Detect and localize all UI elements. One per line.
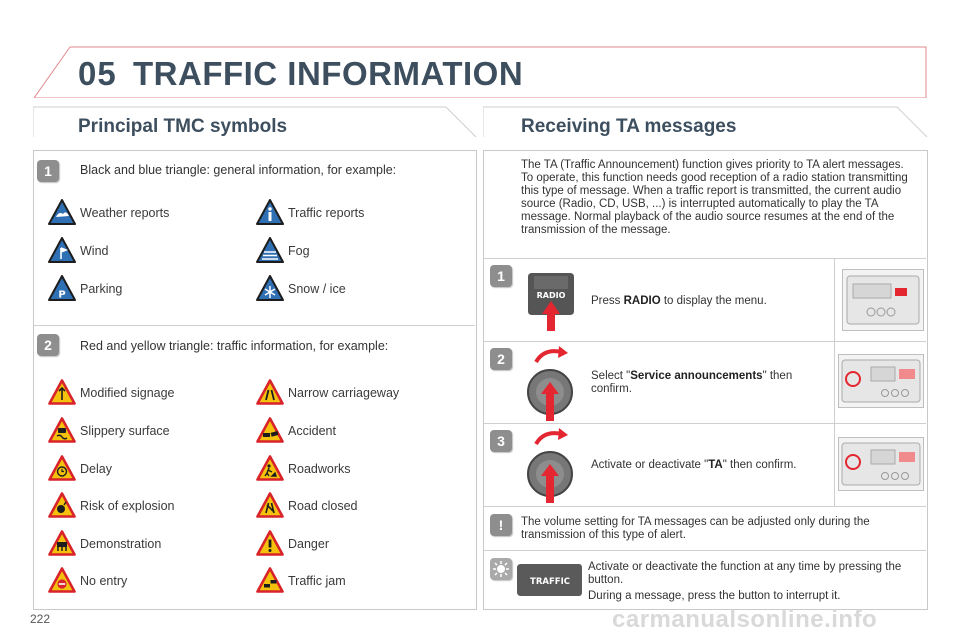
symbol-label: Weather reports (80, 206, 170, 220)
tip-line-1: Activate or deactivate the function at any time by pressing the button. (588, 561, 902, 586)
signage-icon (48, 379, 76, 405)
no-entry-icon (48, 567, 76, 593)
symbol-label: Road closed (288, 499, 358, 513)
symbol-label: No entry (80, 574, 128, 588)
rotary-knob-illustration (522, 426, 580, 504)
rotary-knob-illustration (522, 344, 580, 422)
weather-icon (48, 199, 76, 225)
step-divider (484, 423, 926, 424)
step-badge-1: 1 (490, 265, 512, 287)
explosion-icon (48, 492, 76, 518)
symbol-label: Parking (80, 282, 123, 296)
section-title-ta: Receiving TA messages (521, 116, 737, 137)
tip-line-2: During a message, press the button to interrupt it. (588, 590, 841, 602)
slippery-icon (48, 417, 76, 443)
narrow-road-icon (256, 379, 284, 405)
symbol-label: Demonstration (80, 537, 162, 551)
roadworks-icon (256, 455, 284, 481)
symbol-label: Wind (80, 244, 109, 258)
group1-intro: Black and blue triangle: general information, for example: (80, 163, 397, 177)
step-divider (484, 550, 926, 551)
snowflake-icon (256, 275, 284, 301)
photo-column-divider (834, 259, 835, 506)
symbol-label: Fog (288, 244, 310, 258)
radio-unit-photo (838, 354, 924, 408)
info-icon (256, 199, 284, 225)
symbol-label: Traffic jam (288, 574, 346, 588)
accident-icon (256, 417, 284, 443)
watermark: carmanualsonline.info (612, 606, 878, 633)
symbol-label: Delay (80, 462, 112, 476)
step-divider (484, 506, 926, 507)
symbol-label: Accident (288, 424, 336, 438)
sun-tip-icon (490, 558, 512, 580)
step2-text: Select "Service announcements" then confirm. (591, 370, 793, 395)
chapter-number: 05 (78, 55, 117, 92)
demonstration-icon (48, 530, 76, 556)
traffic-jam-icon (256, 567, 284, 593)
svg-text:P: P (58, 289, 66, 301)
symbol-label: Slippery surface (80, 424, 170, 438)
traffic-button-label: TRAFFIC (530, 577, 570, 587)
step1-text: Press RADIO to display the menu. (591, 295, 767, 307)
symbol-label: Risk of explosion (80, 499, 175, 513)
parking-icon (48, 275, 76, 301)
symbol-label: Narrow carriageway (288, 386, 400, 400)
wind-icon (48, 237, 76, 263)
chapter-title: TRAFFIC INFORMATION (133, 55, 524, 92)
radio-button-label: RADIO (536, 291, 566, 300)
step-divider (484, 341, 926, 342)
exclamation-icon: ! (490, 514, 512, 536)
radio-unit-photo (842, 269, 924, 331)
step-badge-2: 2 (490, 348, 512, 370)
danger-icon (256, 530, 284, 556)
radio-unit-photo (838, 437, 924, 491)
delay-icon (48, 455, 76, 481)
group-badge-1: 1 (37, 160, 59, 182)
ta-intro-text: The TA (Traffic Announcement) function gives priority to TA alert messages. To operate, this function needs good reception of a radio station transmitting this type of message. When a traffic report is transmitted, the current audio source (Radio, CD, USB, ...) is interrupted automatically to play the TA message. Normal playback of the audio source resumes at the end of the transmission of the message. (521, 159, 908, 236)
traffic-button-illustration (513, 562, 583, 598)
page-number: 222 (30, 612, 51, 626)
group2-intro: Red and yellow triangle: traffic information, for example: (80, 339, 389, 353)
symbol-label: Snow / ice (288, 282, 346, 296)
section-title-tmc: Principal TMC symbols (78, 116, 288, 137)
group-divider (34, 325, 475, 326)
volume-note: The volume setting for TA messages can be adjusted only during the transmission of this type of alert. (521, 516, 870, 541)
radio-button-illustration (526, 271, 576, 333)
symbol-label: Danger (288, 537, 329, 551)
step-divider (484, 258, 926, 259)
symbol-label: Roadworks (288, 462, 351, 476)
symbol-label: Modified signage (80, 386, 175, 400)
step3-text: Activate or deactivate "TA" then confirm. (591, 459, 797, 471)
group-badge-2: 2 (37, 334, 59, 356)
road-closed-icon (256, 492, 284, 518)
step-badge-3: 3 (490, 430, 512, 452)
symbol-label: Traffic reports (288, 206, 365, 220)
fog-icon (256, 237, 284, 263)
